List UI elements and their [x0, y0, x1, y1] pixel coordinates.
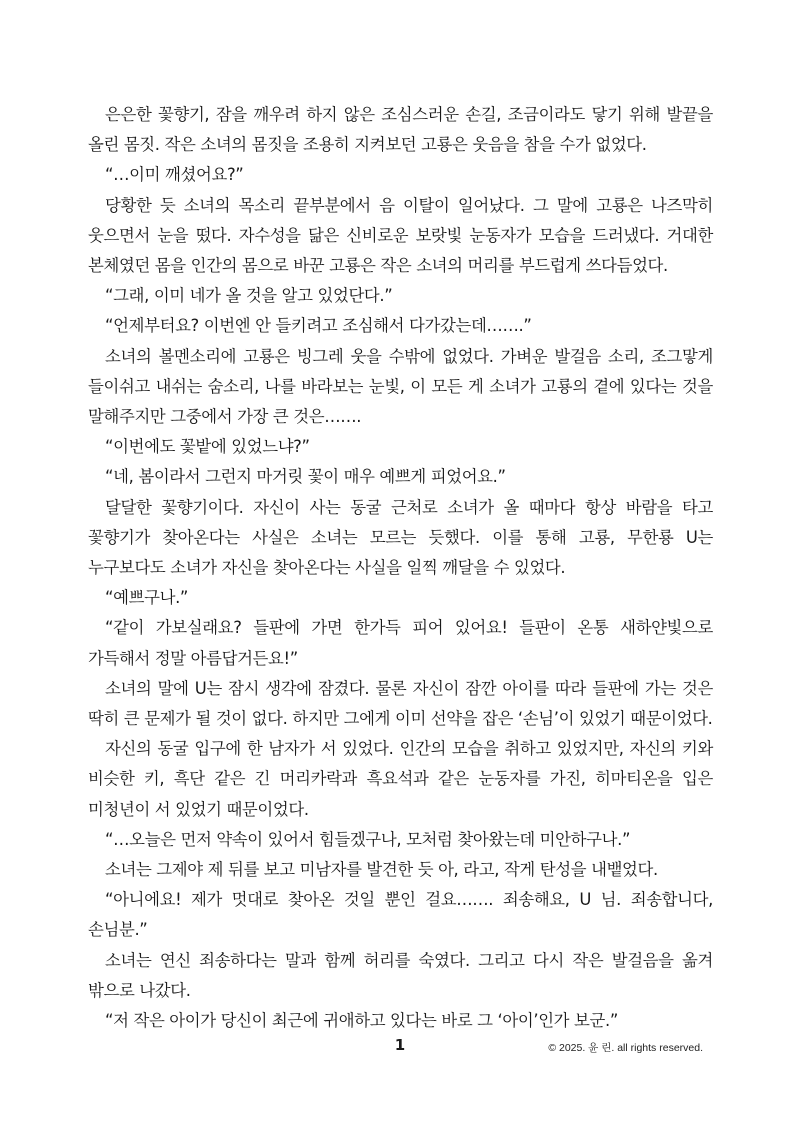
paragraph: 은은한 꽃향기, 잠을 깨우려 하지 않은 조심스러운 손길, 조금이라도 닿기 위해 발끝을 올린 몸짓. 작은 소녀의 몸짓을 조용히 지켜보던 고룡은 웃음을 참을 수가 없었다. [88, 105, 713, 155]
dialogue-line: “네, 봄이라서 그런지 마거릿 꽃이 매우 예쁘게 피었어요.” [105, 467, 506, 487]
paragraph: 자신의 동굴 입구에 한 남자가 서 있었다. 인간의 모습을 취하고 있었지만, 자신의 키와 비슷한 키, 흑단 같은 긴 머리카락과 흑요석과 같은 눈동자를 가진, 히마티온을 입은 미청년이 서 있었기 때문이었다. [88, 739, 713, 819]
paragraph: 소녀는 연신 죄송하다는 말과 함께 허리를 숙였다. 그리고 다시 작은 발걸음을 옮겨 밖으로 나갔다. [88, 950, 713, 1000]
document-body [88, 100, 713, 1036]
dialogue-line: “이번에도 꽃밭에 있었느냐?” [105, 437, 310, 457]
dialogue-line: “…이미 깨셨어요?” [105, 165, 244, 185]
dialogue-line: “저 작은 아이가 당신이 최근에 귀애하고 있다는 바로 그 ‘아이’인가 보군.” [105, 1011, 618, 1031]
paragraph: 소녀의 볼멘소리에 고룡은 빙그레 웃을 수밖에 없었다. 가벼운 발걸음 소리, 조그맣게 들이쉬고 내쉬는 숨소리, 나를 바라보는 눈빛, 이 모든 게 소녀가 고룡의 곁에 있다는 것을 말해주지만 그중에서 가장 큰 것은……. [88, 346, 713, 427]
dialogue-line: “그래, 이미 네가 올 것을 알고 있었단다.” [105, 286, 393, 306]
paragraph: 소녀는 그제야 제 뒤를 보고 미남자를 발견한 듯 아, 라고, 작게 탄성을 내뱉었다. [105, 860, 658, 880]
dialogue-line: “언제부터요? 이번엔 안 들키려고 조심해서 다가갔는데…….” [105, 316, 532, 336]
page-number: 1 [394, 1036, 406, 1054]
dialogue-line: “…오늘은 먼저 약속이 있어서 힘들겠구나, 모처럼 찾아왔는데 미안하구나.” [105, 829, 631, 849]
dialogue-line: “아니에요! 제가 멋대로 찾아온 것일 뿐인 걸요……. 죄송해요, U 님. 죄송합니다, 손님분.” [88, 890, 713, 940]
copyright-notice: © 2025. 윤 린. all rights reserved. [548, 1042, 703, 1054]
paragraph: 달달한 꽃향기이다. 자신이 사는 동굴 근처로 소녀가 올 때마다 항상 바람을 타고 꽃향기가 찾아온다는 사실은 소녀는 모르는 듯했다. 이를 통해 고룡, 무한룡 U는 누구보다도 소녀가 자신을 찾아온다는 사실을 일찍 깨달을 수 있었다. [88, 497, 713, 578]
dialogue-line: “같이 가보실래요? 들판에 가면 한가득 피어 있어요! 들판이 온통 새하얀빛으로 가득해서 정말 아름답거든요!” [88, 618, 713, 668]
dialogue-line: “예쁘구나.” [105, 588, 189, 608]
paragraph: 소녀의 말에 U는 잠시 생각에 잠겼다. 물론 자신이 잠깐 아이를 따라 들판에 가는 것은 딱히 큰 문제가 될 것이 없다. 하지만 그에게 이미 선약을 잡은 ‘손님’이 있었기 때문이었다. [88, 678, 713, 729]
paragraph: 당황한 듯 소녀의 목소리 끝부분에서 음 이탈이 일어났다. 그 말에 고룡은 나즈막히 웃으면서 눈을 떴다. 자수성을 닮은 신비로운 보랏빛 눈동자가 모습을 드러냈다. 거대한 본체였던 몸을 인간의 몸으로 바꾼 고룡은 작은 소녀의 머리를 부드럽게 쓰다듬었다. [88, 195, 713, 276]
